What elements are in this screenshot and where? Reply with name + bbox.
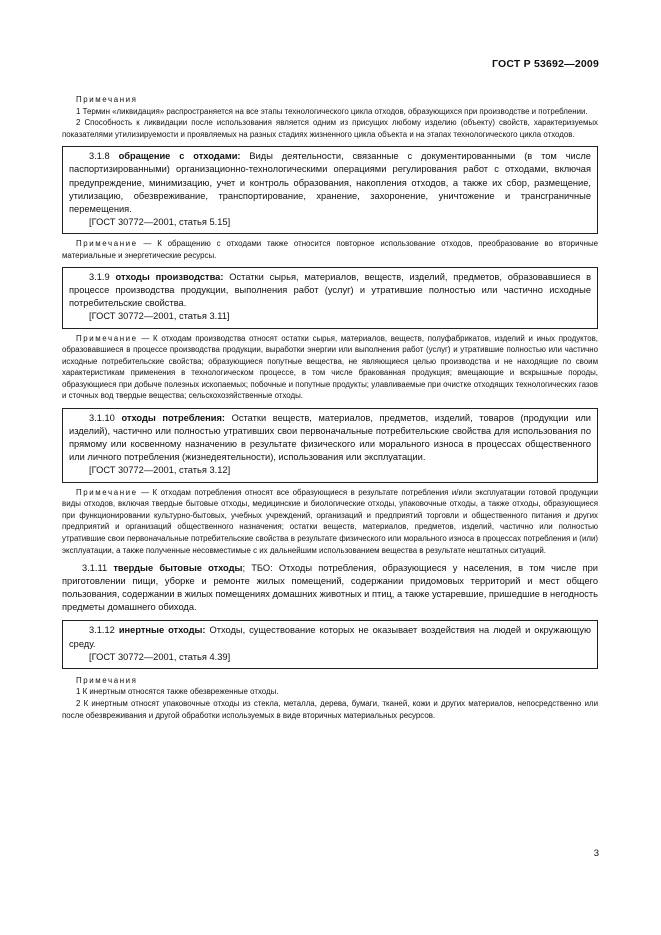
definition-number: 3.1.11 xyxy=(82,563,108,574)
note-text: — К отходам потребления относят все образующиеся в результате потребления и/или эксплуатации готовой продукции виды отходов, включая твердые бытовые отходы, медицинские и биологические отходы, упаковочные отходы, а также отходы, образующиеся при функционировании культурно-бытовых, учебных учреждений, организаций и предприятий торговли и общественного питания и других предприятий и организаций общественного назначения; остатки веществ, материалов, предметов, изделий, частично или полностью утратившие свои первоначальные потребительские свойства в результате физического или морального износа в процессах потребления и (или) эксплуатации, а также полученные несовместимые с их дальнейшим использованием вещества в результате нештатных ситуаций. xyxy=(62,487,598,555)
notes-heading: Примечания xyxy=(76,95,138,104)
definition-abbr: ; ТБО: xyxy=(242,563,273,574)
note-item: 2 К инертным относят упаковочные отходы из стекла, металла, дерева, бумаги, тканей, кожи и других материалов, непосредственно или после обезвреживания и другой обработки используемых в виде вторичных материальных ресурсов. xyxy=(62,698,598,720)
notes-bottom xyxy=(62,675,598,721)
page-content xyxy=(62,94,598,721)
note-item: 1 К инертным относятся также обезвреженные отходы. xyxy=(76,687,279,697)
definition-term: отходы производства: xyxy=(115,272,224,283)
definition-source: [ГОСТ 30772—2001, статья 3.11] xyxy=(89,311,230,322)
definition-text: Остатки сырья, материалов, веществ, изделий, предметов, образовавшиеся в процессе производства продукции, выполнения работ (услуг) и утратившие полностью или частично исходные потребительские свойства. xyxy=(69,272,592,309)
document-header: ГОСТ Р 53692—2009 xyxy=(491,58,599,70)
definition-text: Отходы потребления, образующиеся у населения, в том числе при приготовлении пищи, уборке и ремонте жилых помещений, содержании придомовых территорий и мест общего пользования, содержании в жилых помещениях домашних животных и птиц, а также устаревшие, пришедшие в негодность предметы домашнего обихода. xyxy=(62,563,598,613)
definition-number: 3.1.10 xyxy=(89,413,115,424)
note-text: — К обращению с отходами также относится повторное использование отходов, преобразование во вторичные материальные и энергетические ресурсы. xyxy=(62,238,598,260)
note-item: 2 Способность к ликвидации после использования является одним из присущих любому изделию (объекту) свойств, характеризуемых показателями утилизируемости и проявляемых на разных стадиях жизненного цикла объекта и на этапах технологического цикла отходов. xyxy=(62,118,598,139)
note-3-1-9 xyxy=(62,333,598,403)
note-3-1-10 xyxy=(62,487,598,557)
definition-3-1-8 xyxy=(62,146,598,234)
definition-term: инертные отходы: xyxy=(118,625,206,636)
definition-3-1-10 xyxy=(62,408,598,482)
note-label: Примечание xyxy=(76,487,138,497)
definition-text: Остатки веществ, материалов, предметов, изделий, товаров (продукции или изделий), частично или полностью утративших свои первоначальные потребительские свойства для использования по прямому или косвенному назначению в результате физического или морального износа в процессах общественного или личного потребления (жизнедеятельности), использования или эксплуатации. xyxy=(69,413,592,463)
note-label: Примечание xyxy=(76,333,138,343)
definition-3-1-12 xyxy=(62,620,598,668)
note-3-1-8 xyxy=(62,238,598,261)
notes-heading: Примечания xyxy=(76,675,138,685)
definition-text: Отходы, существование которых не оказывает воздействия на людей и окружающую среду. xyxy=(69,625,591,649)
note-item: 1 Термин «ликвидация» распространяется на все этапы технологического цикла отходов, образующихся при производстве и потреблении. xyxy=(76,106,588,116)
definition-text: Виды деятельности, связанные с документированными (в том числе паспортизированными) организационно-технологическими операциями регулирования работ с отходами, включая предупреждение, минимизацию, учет и контроль образования, накопления отходов, а также их сбор, размещение, утилизацию, обезвреживание, транспортирование, хранение, захоронение, уничтожение и трансграничные перемещения. xyxy=(69,151,591,214)
definition-source: [ГОСТ 30772—2001, статья 4.39] xyxy=(89,651,231,662)
definition-3-1-9 xyxy=(62,267,598,328)
notes-top xyxy=(62,94,598,140)
definition-3-1-11 xyxy=(62,562,598,614)
definition-term: обращение с отходами: xyxy=(118,151,241,162)
definition-number: 3.1.12 xyxy=(89,625,115,636)
page-number: 3 xyxy=(593,848,599,859)
definition-source: [ГОСТ 30772—2001, статья 3.12] xyxy=(89,465,231,476)
note-label: Примечание xyxy=(76,238,138,248)
definition-term: отходы потребления: xyxy=(121,413,226,424)
definition-source: [ГОСТ 30772—2001, статья 5.15] xyxy=(89,216,231,227)
definition-term: твердые бытовые отходы xyxy=(113,563,243,574)
note-text: — К отходам производства относят остатки сырья, материалов, веществ, полуфабрикатов, изделий и иных продуктов, образовавшиеся в процессе производства продукции, выработки энергии или выполнения работ (услуг) и утратившие полностью или частично исходные потребительские свойства; образующиеся попутные вещества, не являющиеся целью производства и не находящие по своим характеристикам применения в технологическом процессе, в том числе бракованная продукция; вмещающие и вскрышные породы, образующиеся при добыче полезных ископаемых; побочные и попутные продукты; улавливаемые при очистке отходящих технологических газов и сточных вод твердые вещества; сельскохозяйственные отходы. xyxy=(62,333,598,401)
definition-number: 3.1.9 xyxy=(89,272,110,283)
definition-number: 3.1.8 xyxy=(89,151,110,162)
